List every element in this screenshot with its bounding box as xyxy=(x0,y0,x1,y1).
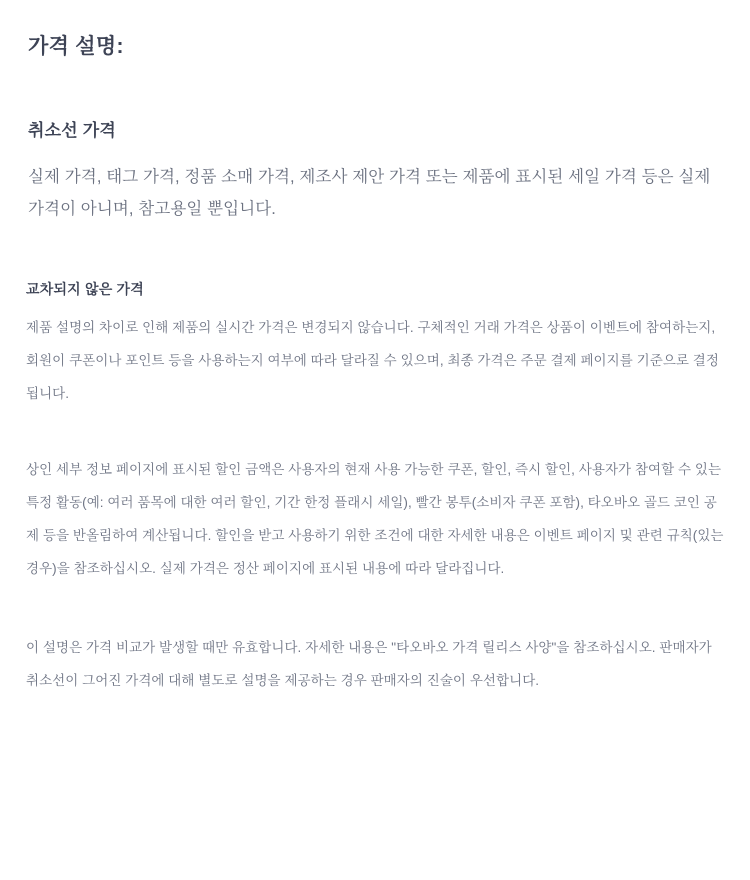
paragraph-discount-calculation: 상인 세부 정보 페이지에 표시된 할인 금액은 사용자의 현재 사용 가능한 쿠폰, 할인, 즉시 할인, 사용자가 참여할 수 있는 특정 활동(예: 여러 품목에 대한 여러 할인, 기간 한정 플래시 세일), 빨간 봉투(소비자 쿠폰 포함), 타오바오 골드 코인 공제 등을 반올림하여 계산됩니다. 할인을 받고 사용하기 위한 조건에 대한 자세한 내용은 이벤트 페이지 및 관련 규칙(있는 경우)을 참조하십시오. 실제 가격은 정산 페이지에 표시된 내용에 따라 달라집니다. xyxy=(26,461,724,576)
section-heading-non-crossed-price: 교차되지 않은 가격 xyxy=(26,281,144,298)
paragraph-realtime-price: 제품 설명의 차이로 인해 제품의 실시간 가격은 변경되지 않습니다. 구체적인 거래 가격은 상품이 이벤트에 참여하는지, 회원이 쿠폰이나 포인트 등을 사용하는지 여부에 따라 달라질 수 있으며, 최종 가격은 주문 결제 페이지를 기준으로 결정됩니다. xyxy=(26,320,719,402)
page-title: 가격 설명: xyxy=(28,35,124,58)
section-lede-strikethrough-price: 실제 가격, 태그 가격, 정품 소매 가격, 제조사 제안 가격 또는 제품에 표시된 세일 가격 등은 실제 가격이 아니며, 참고용일 뿐입니다. xyxy=(28,168,711,219)
paragraph-price-comparison-validity: 이 설명은 가격 비교가 발생할 때만 유효합니다. 자세한 내용은 "타오바오 가격 릴리스 사양"을 참조하십시오. 판매자가 취소선이 그어진 가격에 대해 별도로 설명을 제공하는 경우 판매자의 진술이 우선합니다. xyxy=(26,639,712,688)
section-heading-strikethrough-price: 취소선 가격 xyxy=(28,121,117,140)
